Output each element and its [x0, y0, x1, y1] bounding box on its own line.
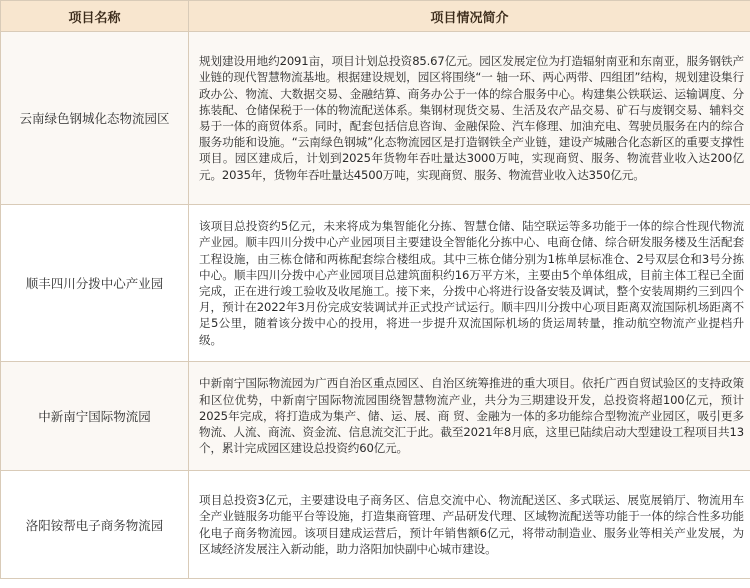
- header-project-desc: 项目情况简介: [189, 1, 750, 32]
- table-row: [1, 471, 750, 579]
- table-header-row: [1, 1, 750, 32]
- project-name: 洛阳铵帮电子商务物流园: [1, 471, 189, 579]
- project-name: 中新南宁国际物流园: [1, 362, 189, 471]
- table-row: [1, 32, 750, 205]
- project-name: 云南绿色钢城化态物流园区: [1, 32, 189, 205]
- table-row: [1, 362, 750, 471]
- project-name: 顺丰四川分拨中心产业园: [1, 205, 189, 362]
- project-desc: 中新南宁国际物流园为广西自治区重点园区、自治区统筹推进的重大项目。依托广西自贸试验区的支持政策和区位优势，中新南宁国际物流园围绕智慧物流产业，共分为三期建设开发，总投资将超100亿元，预计2025年完成，将打造成为集产、储、运、展、商 贸、金融为一体的多功能综合型物流产业园区，吸引更多物流、人流、商流、资金流、信息流交汇于此。截至2021年8月底，这里已陆续启动大型建设工程项目共13个，累计完成园区建设总投资约60亿元。: [189, 362, 750, 471]
- header-project-name: 项目名称: [1, 1, 189, 32]
- project-desc: 该项目总投资约5亿元，未来将成为集智能化分拣、智慧仓储、陆空联运等多功能于一体的综合性现代物流产业园。顺丰四川分拨中心产业园项目主要建设全智能化分拣中心、电商仓储、综合研发服务楼及生活配套工程设施，由三栋仓储和两栋配套综合楼组成。其中三栋仓储分别为1栋单层标准仓、2号双层仓和3号分拣中心。顺丰四川分拨中心产业园项目总建筑面积约16万平方米，主要由5个单体组成，目前主体工程已全面完成，正在进行竣工验收及收尾施工。接下来，分拨中心将进行设备安装及调试，整个安装周期约三到四个月，预计在2022年3月份完成安装调试并正式投产试运行。顺丰四川分拨中心项目距离双流国际机场距离不足5公里，随着该分拨中心的投用，将进一步提升双流国际机场的货运周转量，推动航空物流产业提档升级。: [189, 205, 750, 362]
- table-row: [1, 205, 750, 362]
- project-desc: 项目总投资3亿元，主要建设电子商务区、信息交流中心、物流配送区、多式联运、展览展销厅、物流用车全产业链服务功能平台等设施，打造集商管理、产品研发代理、区域物流配送等功能于一体的综合性多功能化电子商务物流园。该项目建成运营后，预计年销售额6亿元，将带动制造业、服务业等相关产业发展，为区域经济发展注入新动能，助力洛阳加快副中心城市建设。: [189, 471, 750, 579]
- project-desc: 规划建设用地约2091亩，项目计划总投资85.67亿元。园区发展定位为打造辐射南亚和东南亚，服务钢铁产业链的现代智慧物流基地。根据建设规划，园区将围绕“一 轴一环、两心两带、四组团”结构，规划建设集行政办公、物流、大数据交易、金融结算、商务办公于一体的综合服务中心。构建集公铁联运、运输调度、分拣装配、仓储保税于一体的物流配送体系。集钢材现货交易、生活及农产品交易、矿石与废钢交易、辅料交易于一体的商贸体系。同时，配套包括信息咨询、金融保险、汽车修理、加油充电、驾驶员服务在内的综合服务功能和设施。“云南绿色钢城”化态物流园区是打造钢铁全产业链，建设产城融合化态新区的重要支撑性项目。园区建成后，计划到2025年货物年吞吐量达3000万吨，实现商贸、服务、物流营业收入达200亿元。2035年，货物年吞吐量达4500万吨，实现商贸、服务、物流营业收入达350亿元。: [189, 32, 750, 205]
